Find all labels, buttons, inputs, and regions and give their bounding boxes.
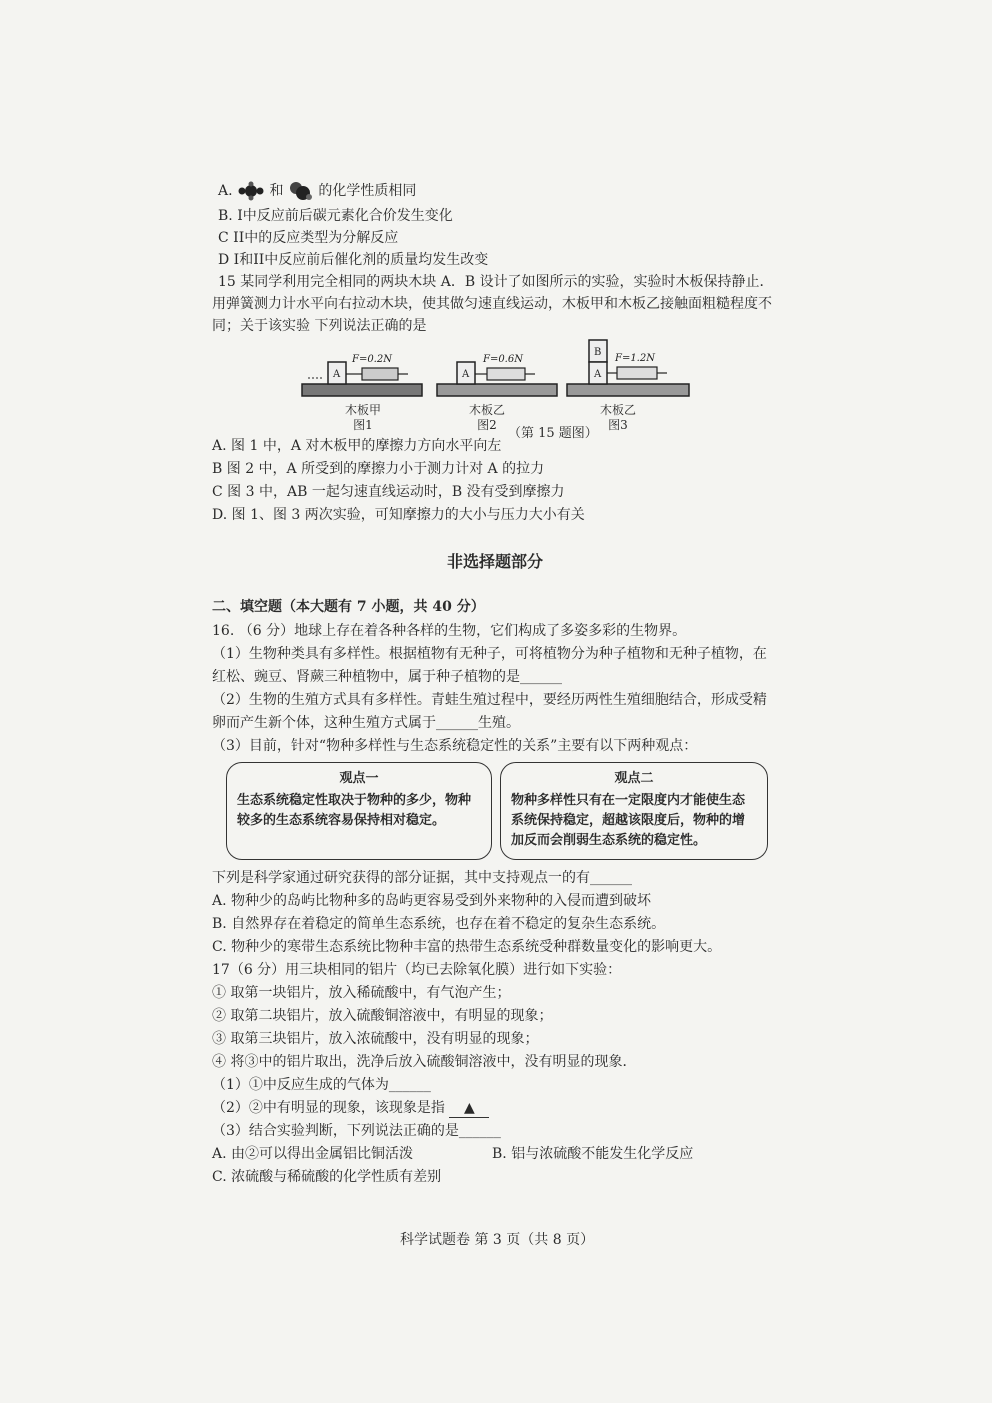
q15-option-c: C 图 3 中，AB 一起匀速直线运动时，B 没有受到摩擦力 [212,484,565,500]
q17-step1: ① 取第一块铝片，放入稀硫酸中，有气泡产生； [212,985,511,1001]
board-jia [302,384,422,396]
q14-option-a [218,180,416,202]
q15-figure-1 [300,350,425,400]
page-footer: 科学试题卷 第 3 页（共 8 页） [400,1232,595,1248]
fig1-board-caption: 木板甲 [344,403,381,417]
q14-option-a-and: 和 [269,183,284,199]
q15-option-b: B 图 2 中，A 所受到的摩擦力小于测力计对 A 的拉力 [212,461,545,477]
q17-step2: ② 取第二块铝片，放入硫酸铜溶液中，有明显的现象； [212,1008,553,1024]
q14-option-a-prefix: A. [218,183,233,199]
q16-part1-line1: （1）生物种类具有多样性。根据植物有无种子，可将植物分为种子植物和无种子植物，在 [212,646,767,662]
block-a-label-fig3: A [594,369,602,380]
fig2-board-caption: 木板乙 [468,403,505,417]
molecule-icon-a [237,181,265,201]
view-two-box [500,762,768,860]
q17-option-a: A. 由②可以得出金属铝比铜活泼 [212,1146,414,1162]
spring-scale-fig2 [487,368,525,380]
fig1-label: 图1 [353,418,373,432]
q16-part3: （3）目前，针对“物种多样性与生态系统稳定性的关系”主要有以下两种观点： [212,738,698,754]
block-a-label-fig2: A [462,369,470,380]
view-two-text: 物种多样性只有在一定限度内才能使生态系统保持稳定，超越该限度后，物种的增加反而会削弱生态系统的稳定性。 [511,793,746,848]
board-yi-fig3 [567,384,689,396]
q15-stem-line3: 同；关于该实验 下列说法正确的是 [212,318,427,334]
force-label-fig1: F=0.2N [352,354,392,365]
q17-step3: ③ 取第三块铝片，放入浓硫酸中，没有明显的现象； [212,1031,539,1047]
q15-option-d: D. 图 1、图 3 两次实验，可知摩擦力的大小与压力大小有关 [212,507,585,523]
spring-scale-fig3 [617,367,657,379]
fig2-label: 图2 [477,418,497,432]
q15-option-a: A. 图 1 中，A 对木板甲的摩擦力方向水平向左 [212,438,502,454]
q17-option-c: C. 浓硫酸与稀硫酸的化学性质有差别 [212,1169,442,1185]
view-one-box [226,762,492,860]
q15-stem-line2: 用弹簧测力计水平向右拉动木块，使其做匀速直线运动，木板甲和木板乙接触面粗糙程度不 [212,296,772,312]
fig3-board-caption: 木板乙 [599,403,636,417]
force-label-fig3: F=1.2N [615,353,655,364]
q15-figure-2 [435,350,560,400]
q16-option-c: C. 物种少的寒带生态系统比物种丰富的热带生态系统受种群数量变化的影响更大。 [212,939,722,955]
q17-part3: （3）结合实验判断，下列说法正确的是______ [212,1123,501,1139]
q16-part2-line2: 卵而产生新个体，这种生殖方式属于______生殖。 [212,715,520,731]
board-yi-fig2 [437,384,557,396]
q16-part2-line1: （2）生物的生殖方式具有多样性。青蛙生殖过程中，要经历两性生殖细胞结合，形成受精 [212,692,767,708]
section-title: 非选择题部分 [447,552,544,571]
q16-part1-line2: 红松、豌豆、肾蕨三种植物中，属于种子植物的是______ [212,669,562,685]
view-one-text: 生态系统稳定性取决于物种的多少，物种较多的生态系统容易保持相对稳定。 [237,793,472,828]
q17-stem: 17（6 分）用三块相同的铝片（均已去除氧化膜）进行如下实验： [212,962,622,978]
q17-option-b: B. 铝与浓硫酸不能发生化学反应 [492,1146,694,1162]
force-label-fig2: F=0.6N [483,354,523,365]
q17-part2 [212,1099,489,1118]
q14-option-a-suffix: 的化学性质相同 [318,183,417,199]
block-a-label-fig1: A [333,369,341,380]
q17-part2-blank: ▲ [449,1099,489,1118]
q16-option-a: A. 物种少的岛屿比物种多的岛屿更容易受到外来物种的入侵而遭到破坏 [212,893,652,909]
fig3-label: 图3 [608,418,628,432]
view-two-title: 观点二 [614,771,654,786]
q15-stem-line1: 15 某同学利用完全相同的两块木块 A．B 设计了如图所示的实验，实验时木板保持静止． [218,274,774,290]
molecule-icon-b [288,180,314,202]
q14-option-c: C II中的反应类型为分解反应 [218,230,399,246]
q17-step4: ④ 将③中的铝片取出，洗净后放入硫酸铜溶液中，没有明显的现象． [212,1054,637,1070]
q17-part2-text: （2）②中有明显的现象，该现象是指 [212,1100,445,1116]
q14-option-b: B. I中反应前后碳元素化合价发生变化 [218,208,453,224]
q16-evidence: 下列是科学家通过研究获得的部分证据，其中支持观点一的有______ [212,870,632,886]
block-b-label-fig3: B [594,347,602,358]
q15-figure-3 [565,335,695,400]
q15-figure-caption: （第 15 题图） [508,426,598,441]
view-one-title: 观点一 [339,771,379,786]
part2-title: 二、填空题（本大题有 7 小题，共 40 分） [212,599,485,615]
q14-option-d: D I和II中反应前后催化剂的质量均发生改变 [218,252,489,268]
q17-part1: （1）①中反应生成的气体为______ [212,1077,431,1093]
spring-scale-fig1 [362,368,398,380]
q16-option-b: B. 自然界存在着稳定的简单生态系统，也存在着不稳定的复杂生态系统。 [212,916,666,932]
q16-stem: 16. （6 分）地球上存在着各种各样的生物，它们构成了多姿多彩的生物界。 [212,623,687,639]
